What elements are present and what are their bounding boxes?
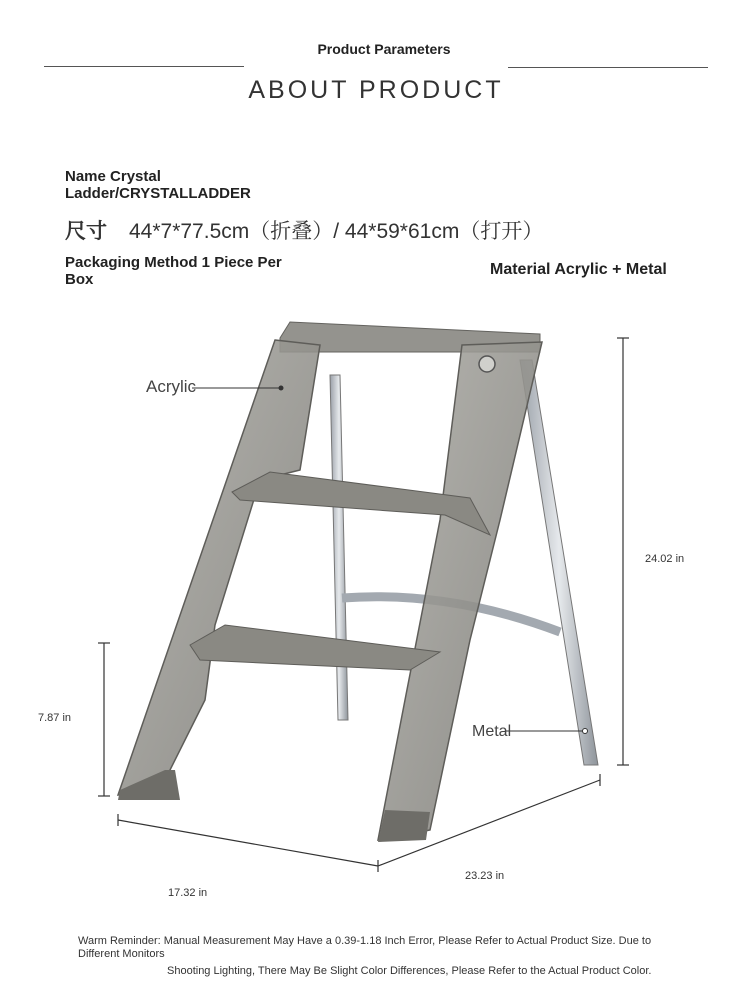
spec-size-label: 尺寸: [65, 220, 107, 243]
acrylic-callout: Acrylic: [146, 377, 197, 396]
acrylic-right-panel: [378, 342, 542, 840]
acrylic-leader-dot: [279, 386, 284, 391]
dimension-step-height-line: [98, 643, 110, 796]
dimension-height: 24.02 in: [645, 553, 685, 565]
dimension-width-line: [118, 814, 378, 872]
color-difference-note: Shooting Lighting, There May Be Slight Color Differences, Please Refer to the Actual Product Color.: [167, 965, 652, 977]
spec-size-value: 44*7*77.5cm（折叠）/ 44*59*61cm（打开）: [129, 220, 544, 243]
ladder-lower-step: [190, 625, 440, 670]
spec-name: Name Crystal Ladder/CRYSTALLADDER: [65, 168, 251, 202]
dimension-height-line: [617, 338, 629, 765]
metal-leader-dot: [583, 729, 588, 734]
spec-material: Material Acrylic + Metal: [490, 261, 667, 278]
ladder-right-foot: [378, 810, 430, 842]
dimension-depth: 23.23 in: [465, 870, 505, 882]
page-title: ABOUT PRODUCT: [248, 76, 504, 104]
section-subtitle: Product Parameters: [317, 41, 451, 57]
metal-callout: Metal: [472, 723, 512, 740]
acrylic-left-panel: [118, 340, 320, 795]
dimension-step-height: 7.87 in: [38, 712, 72, 724]
hinge-knob: [479, 356, 495, 372]
dimension-width: 17.32 in: [168, 887, 208, 899]
spec-packaging: Packaging Method 1 Piece Per Box: [65, 254, 282, 288]
warm-reminder-note: Warm Reminder: Manual Measurement May Have a 0.39-1.18 Inch Error, Please Refer to Actual Product Size. Due to Different Monitors: [78, 935, 652, 960]
